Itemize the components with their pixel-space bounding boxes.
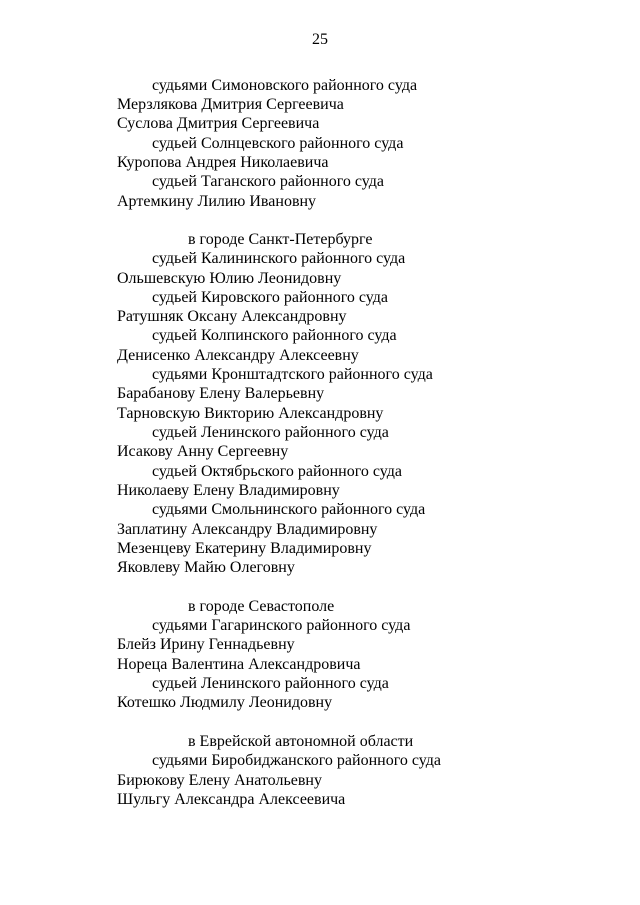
court-heading: судьями Симоновского районного суда	[152, 77, 418, 94]
judge-name: Барабанову Елену Валерьевну	[117, 385, 325, 402]
court-heading: судьей Ленинского районного суда	[152, 675, 389, 692]
judge-name: Нореца Валентина Александровича	[117, 656, 361, 673]
region-heading: в Еврейской автономной области	[188, 733, 414, 750]
judge-name: Суслова Дмитрия Сергеевича	[117, 115, 320, 132]
judge-name: Денисенко Александру Алексеевну	[117, 347, 359, 364]
judge-name: Мерзлякова Дмитрия Сергеевича	[117, 96, 344, 113]
judge-name: Николаеву Елену Владимировну	[117, 482, 340, 499]
judge-name: Куропова Андрея Николаевича	[117, 154, 329, 171]
judge-name: Тарновскую Викторию Александровну	[117, 405, 384, 422]
judge-name: Шульгу Александра Алексеевича	[117, 791, 346, 808]
court-heading: судьями Биробиджанского районного суда	[152, 752, 441, 769]
court-heading: судьей Солнцевского районного суда	[152, 135, 404, 152]
court-heading: судьей Кировского районного суда	[152, 289, 388, 306]
court-heading: судьей Таганского районного суда	[152, 173, 384, 190]
court-heading: судьями Смольнинского районного суда	[152, 501, 426, 518]
judge-name: Артемкину Лилию Ивановну	[117, 193, 317, 210]
judge-name: Исакову Анну Сергеевну	[117, 443, 289, 460]
judge-name: Блейз Ирину Геннадьевну	[117, 636, 295, 653]
page-number: 25	[312, 31, 328, 48]
judge-name: Ратушняк Оксану Александровну	[117, 308, 347, 325]
region-heading: в городе Санкт-Петербурге	[188, 231, 373, 248]
court-heading: судьей Октябрьского районного суда	[152, 463, 402, 480]
court-heading: судьей Калининского районного суда	[152, 250, 406, 267]
judge-name: Заплатину Александру Владимировну	[117, 521, 378, 538]
court-heading: судьями Гагаринского районного суда	[152, 617, 411, 634]
court-heading: судьей Ленинского районного суда	[152, 424, 389, 441]
judge-name: Яковлеву Майю Олеговну	[117, 559, 295, 576]
judge-name: Ольшевскую Юлию Леонидовну	[117, 270, 342, 287]
court-heading: судьей Колпинского районного суда	[152, 327, 397, 344]
judge-name: Котешко Людмилу Леонидовну	[117, 694, 333, 711]
region-heading: в городе Севастополе	[188, 598, 335, 615]
judge-name: Бирюкову Елену Анатольевну	[117, 772, 322, 789]
court-heading: судьями Кронштадтского районного суда	[152, 366, 433, 383]
judge-name: Мезенцеву Екатерину Владимировну	[117, 540, 372, 557]
